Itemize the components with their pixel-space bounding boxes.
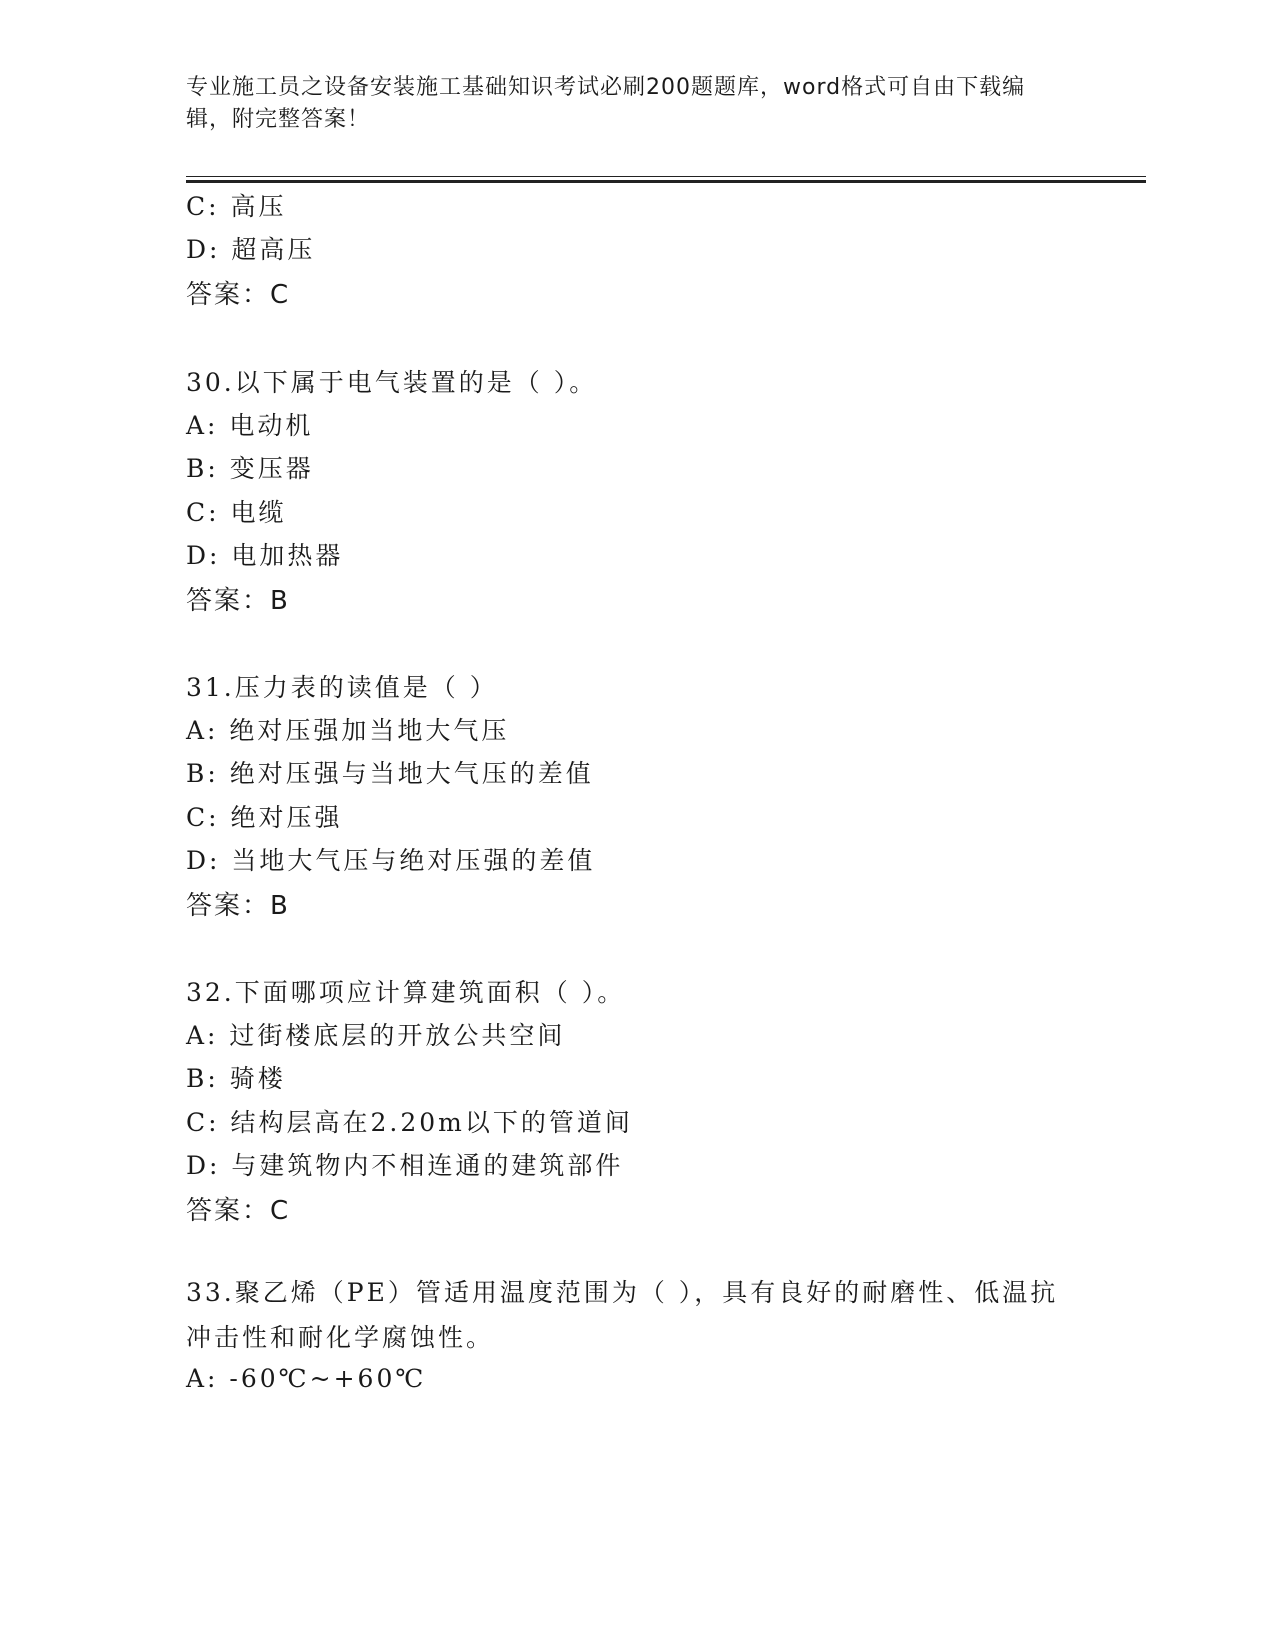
- q32-answer: 答案：C: [186, 1196, 291, 1226]
- q32-question: 32.下面哪项应计算建筑面积（ ）。: [186, 978, 626, 1007]
- q33-option-a: A: -60℃~+60℃: [186, 1364, 427, 1393]
- document-header: 专业施工员之设备安装施工基础知识考试必刷200题题库，word格式可自由下载编辑，附完整答案！: [186, 75, 1026, 132]
- q31-answer: 答案：B: [186, 891, 290, 921]
- q29-option-c: C: 高压: [186, 192, 287, 221]
- q29-option-d: D: 超高压: [186, 235, 316, 264]
- q30-question: 30.以下属于电气装置的是（ ）。: [186, 368, 598, 397]
- q31-question: 31.压力表的读值是（ ）: [186, 673, 498, 702]
- q31-option-a: A: 绝对压强加当地大气压: [186, 716, 510, 745]
- q30-option-a: A: 电动机: [186, 411, 314, 440]
- header-divider: [186, 176, 1146, 177]
- q32-option-c: C: 结构层高在2.20m以下的管道间: [186, 1108, 633, 1137]
- q32-option-b: B: 骑楼: [186, 1064, 286, 1093]
- q30-answer: 答案：B: [186, 586, 290, 616]
- q30-option-b: B: 变压器: [186, 454, 314, 483]
- q30-option-d: D: 电加热器: [186, 541, 344, 570]
- q31-option-d: D: 当地大气压与绝对压强的差值: [186, 846, 596, 875]
- q31-option-b: B: 绝对压强与当地大气压的差值: [186, 759, 594, 788]
- q31-option-c: C: 绝对压强: [186, 803, 343, 832]
- q32-option-d: D: 与建筑物内不相连通的建筑部件: [186, 1151, 624, 1180]
- q30-option-c: C: 电缆: [186, 498, 287, 527]
- q32-option-a: A: 过街楼底层的开放公共空间: [186, 1021, 566, 1050]
- q33-question: 33.聚乙烯（PE）管适用温度范围为（ ），具有良好的耐磨性、低温抗冲击性和耐化学腐蚀性。: [186, 1278, 1059, 1352]
- q29-answer: 答案：C: [186, 280, 291, 310]
- header-divider-thick: [186, 180, 1146, 183]
